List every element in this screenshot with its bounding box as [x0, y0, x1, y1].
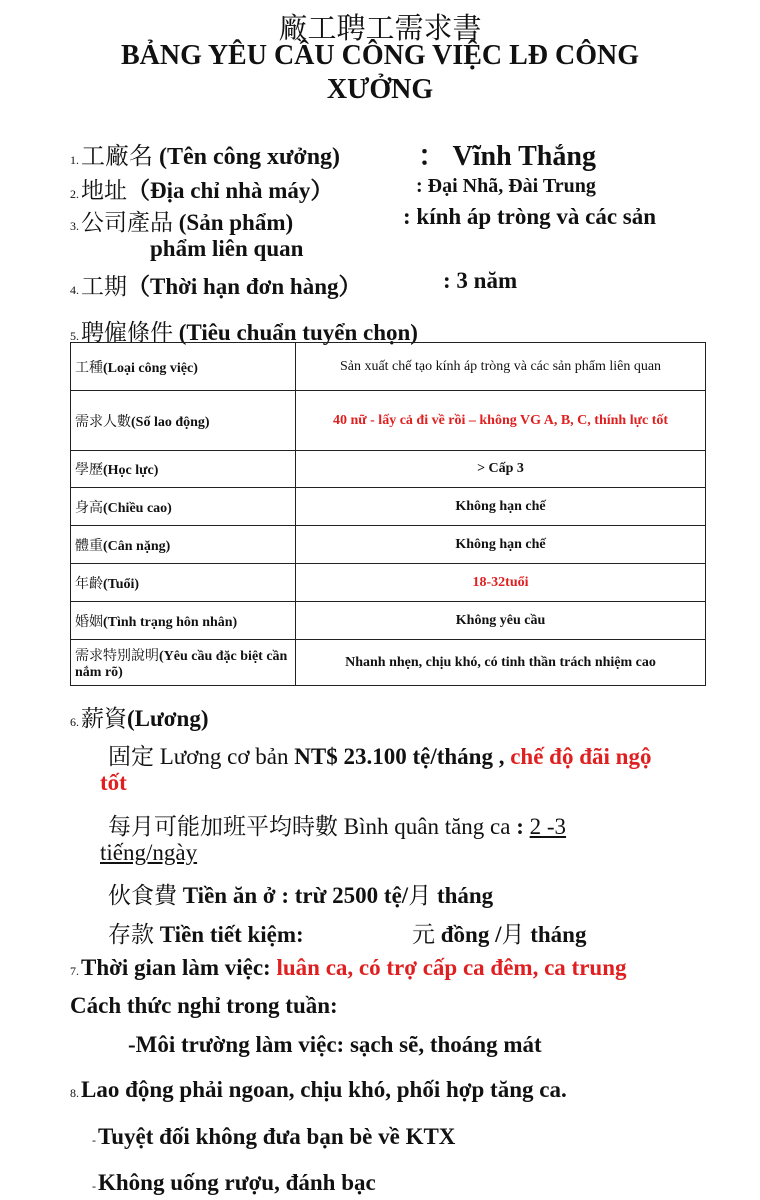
item-number: 5.	[70, 329, 79, 343]
row-value: 18-32tuổi	[296, 564, 706, 602]
row-value: 40 nữ - lấy cả đi về rồi – không VG A, B, C, thính lực tốt	[296, 391, 706, 451]
rule-no-guests: -Tuyệt đối không đưa bạn bè về KTX	[92, 1124, 456, 1149]
product-value: : kính áp tròng và các sản	[403, 204, 657, 229]
label-vi: (Lương)	[127, 706, 209, 731]
salary-savings: 存款 Tiền tiết kiệm:	[108, 922, 304, 948]
label-zh: 地址	[81, 178, 127, 204]
label-vi: （Địa chỉ nhà máy）	[127, 178, 334, 203]
row-label: 需求特別說明(Yêu cầu đặc biệt cần nắm rõ)	[71, 640, 296, 686]
table-row	[71, 343, 706, 391]
weekly-rest: Cách thức nghỉ trong tuần:	[70, 993, 338, 1018]
item-salary	[70, 700, 209, 733]
item-number: 2.	[70, 187, 79, 201]
item-order-term	[70, 268, 362, 301]
label-vi: (Tiêu chuẩn tuyển chọn)	[178, 320, 418, 345]
label-zh: 工期	[81, 274, 127, 300]
item-number: 7.	[70, 964, 79, 978]
label-zh: 公司產品	[81, 210, 173, 236]
row-value: Không yêu cầu	[296, 602, 706, 640]
item-number: 8.	[70, 1086, 79, 1100]
product-value-cont: phẩm liên quan	[150, 236, 304, 261]
row-label: 年齡(Tuổi)	[71, 564, 296, 602]
item-number: 1.	[70, 153, 79, 167]
factory-name-value: ： Vĩnh Thắng	[418, 141, 596, 172]
title-vietnamese-line1: BẢNG YÊU CẦU CÔNG VIỆC LĐ CÔNG	[120, 40, 640, 71]
row-label: 體重(Cân nặng)	[71, 526, 296, 564]
item-factory-name	[70, 136, 340, 171]
label-zh: 工廠名	[81, 142, 153, 170]
table-row	[71, 526, 706, 564]
label-zh: 聘僱條件	[81, 320, 173, 346]
table-row	[71, 451, 706, 488]
item-number: 3.	[70, 219, 79, 233]
row-label: 學歷(Học lực)	[71, 451, 296, 488]
row-value: Nhanh nhẹn, chịu khó, có tinh thần trách nhiệm cao	[296, 640, 706, 686]
title-vietnamese-line2: XƯỞNG	[326, 74, 434, 105]
row-value: Không hạn chế	[296, 488, 706, 526]
work-environment: -Môi trường làm việc: sạch sẽ, thoáng mát	[128, 1032, 542, 1057]
salary-fixed-cont: tốt	[100, 770, 127, 795]
row-label: 工種(Loại công việc)	[71, 343, 296, 391]
table-row	[71, 391, 706, 451]
table-row	[71, 488, 706, 526]
item-rules: 8.Lao động phải ngoan, chịu khó, phối hợp tăng ca.	[70, 1077, 567, 1102]
item-product	[70, 204, 293, 237]
salary-food: 伙食費 Tiền ăn ở : trừ 2500 tệ/月 tháng	[108, 883, 494, 909]
salary-savings-unit: 元 đồng /月 tháng	[412, 922, 587, 948]
table-row	[71, 564, 706, 602]
item-working-time: 7.Thời gian làm việc: luân ca, có trợ cấp ca đêm, ca trung	[70, 955, 627, 980]
item-number: 6.	[70, 715, 79, 729]
row-value: > Cấp 3	[296, 451, 706, 488]
row-value: Không hạn chế	[296, 526, 706, 564]
label-vi: (Sản phẩm)	[178, 210, 294, 235]
row-value: Sản xuất chế tạo kính áp tròng và các sản phẩm liên quan	[296, 343, 706, 391]
salary-fixed: 固定 Lương cơ bản NT$ 23.100 tệ/tháng , chế độ đãi ngộ	[108, 744, 652, 770]
title-chinese: 廠工聘工需求書	[278, 11, 482, 45]
rule-no-alcohol-gambling: -Không uống rượu, đánh bạc	[92, 1170, 376, 1195]
salary-overtime-cont: tiếng/ngày	[100, 840, 198, 865]
table-row	[71, 602, 706, 640]
label-zh: 薪資	[81, 706, 127, 732]
salary-overtime: 每月可能加班平均時數 Bình quân tăng ca : 2 -3	[108, 814, 567, 840]
table-row	[71, 640, 706, 686]
row-label: 身高(Chiều cao)	[71, 488, 296, 526]
row-label: 需求人數(Số lao động)	[71, 391, 296, 451]
row-label: 婚姻(Tình trạng hôn nhân)	[71, 602, 296, 640]
criteria-table	[70, 342, 706, 686]
label-vi: (Tên công xưởng)	[159, 144, 341, 170]
item-number: 4.	[70, 283, 79, 297]
address-value: : Đại Nhã, Đài Trung	[416, 175, 596, 197]
order-term-value: : 3 năm	[443, 268, 518, 293]
label-vi: （Thời hạn đơn hàng）	[127, 274, 362, 299]
item-address	[70, 172, 333, 205]
